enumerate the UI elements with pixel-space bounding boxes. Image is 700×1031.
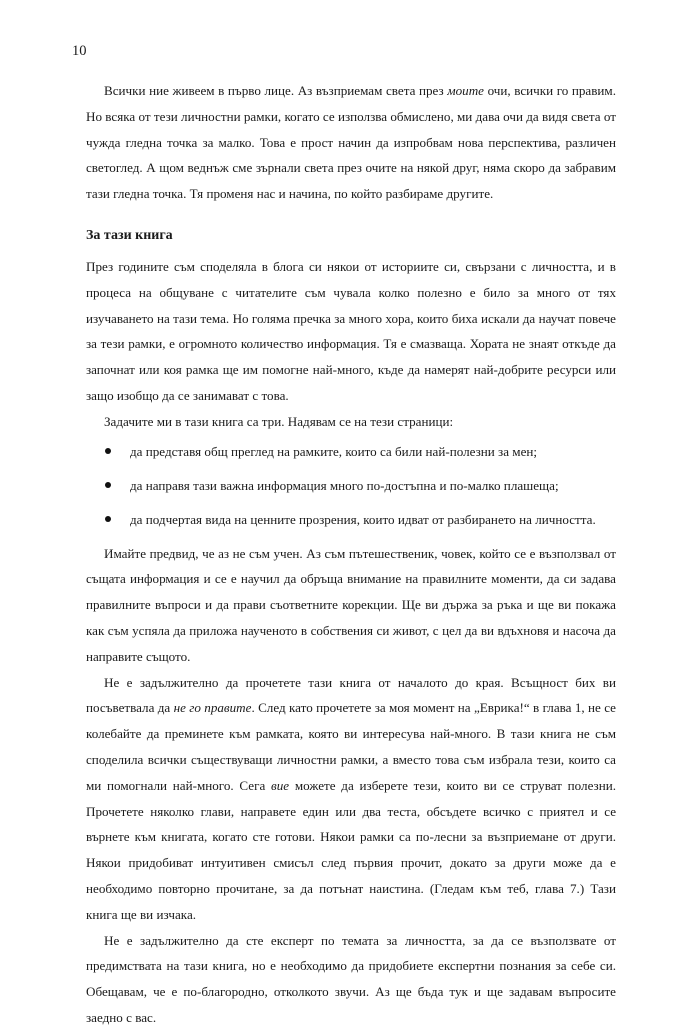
list-item: [86, 507, 616, 541]
bullet-icon: [105, 516, 111, 522]
section-heading: За тази книга: [86, 227, 173, 243]
page-number: 10: [72, 43, 87, 59]
bullet-icon: [105, 482, 111, 488]
section-paragraph-4: [86, 670, 616, 928]
section-paragraph-5: Не е задължително да сте експерт по темата за личността, за да се възползвате от предимствата на тази книга, но е необходимо да придобиете експертни познания за себе си. Обещавам, че е по-благородно, отколкото звучи. Аз ще бъда тук и ще задавам въпросите заедно с вас.: [86, 932, 616, 1025]
paragraph-emphasis: вие: [271, 777, 290, 793]
list-item-text: да подчертая вида на ценните прозрения, които идват от разбирането на личността.: [130, 511, 596, 527]
section-paragraph-2: Задачите ми в тази книга са три. Надявам се на тези страници:: [104, 413, 454, 429]
paragraph-text: Не е задължително да прочетете тази книга от началото до края. Всъщност бих ви посъветвала да: [86, 674, 616, 716]
bullet-icon: [105, 448, 111, 454]
page-content: [86, 78, 616, 1031]
paragraph-text: можете да изберете тези, които ви се струват полезни. Прочетете няколко глави, направете един или два теста, обсъдете всичко с приятел и се върнете към книгата, когато сте готови. Някои рамки са по-лесни за възприемане от други. Някои придобиват интуитивен смисъл след първия прочит, докато за други може да е необходимо повторно прочитане, за да потънат наистина. (Гледам към теб, глава 7.) Тази книга ще ви изчака.: [86, 777, 616, 922]
list-item-text: да представя общ преглед на рамките, които са били най-полезни за мен;: [130, 443, 538, 459]
list-item: [86, 473, 616, 507]
section-paragraph-3: Имайте предвид, че аз не съм учен. Аз съм пътешественик, човек, който се е възползвал от същата информация и се е научил да обръща внимание на правилните моменти, да си задава правилните въпроси и да прави съответните корекции. Ще ви държа за ръка и ще ви покажа как съм успяла да приложа наученото в собствения си живот, с цел да ви вдъхновя и насоча да направите същото.: [86, 545, 616, 664]
intro-text-end: очи, всички го правим. Но всяка от тези личностни рамки, когато се използва обмислено, ми дава очи да видя света от чужда гледна точка за малко. Това е прост начин да изпробвам нова перспектива, различен светоглед. А щом веднъж сме зърнали света през очите на някой друг, няма скоро да забравим тази гледна точка. Тя променя нас и начина, по който разбираме другите.: [86, 83, 616, 202]
goals-list: [86, 439, 616, 541]
intro-text-start: Всички ние живеем в първо лице. Аз възприемам света през: [104, 83, 448, 98]
paragraph-text: . След като прочетете за моя момент на „Еврика!“ в глава 1, не се колебайте да преминете към рамката, която ви интересува най-много. В тази книга не съм споделила всички съществуващи личностни рамки, а вместо това съм избрала тези, които са ми помогнали най-много. Сега: [86, 700, 616, 793]
list-item-text: да направя тази важна информация много по-достъпна и по-малко плашеща;: [130, 477, 559, 493]
paragraph-emphasis: не го правите: [173, 700, 252, 716]
section-paragraph-1: През годините съм споделяла в блога си някои от историите си, свързани с личността, и в процеса на общуване с читателите съм чувала колко полезно е било за много от тях изучаването на тази тема. Но голяма пречка за много хора, които биха искали да научат повече за тези рамки, е огромното количество информация. Тя е смазваща. Хората не знаят откъде да започнат или коя рамка ще им помогне най-много, къде да намерят най-добрите ресурси или защо изобщо да се занимават с това.: [86, 258, 616, 403]
list-item: [86, 439, 616, 473]
intro-emphasis: моите: [447, 83, 484, 98]
intro-paragraph: [86, 78, 616, 207]
